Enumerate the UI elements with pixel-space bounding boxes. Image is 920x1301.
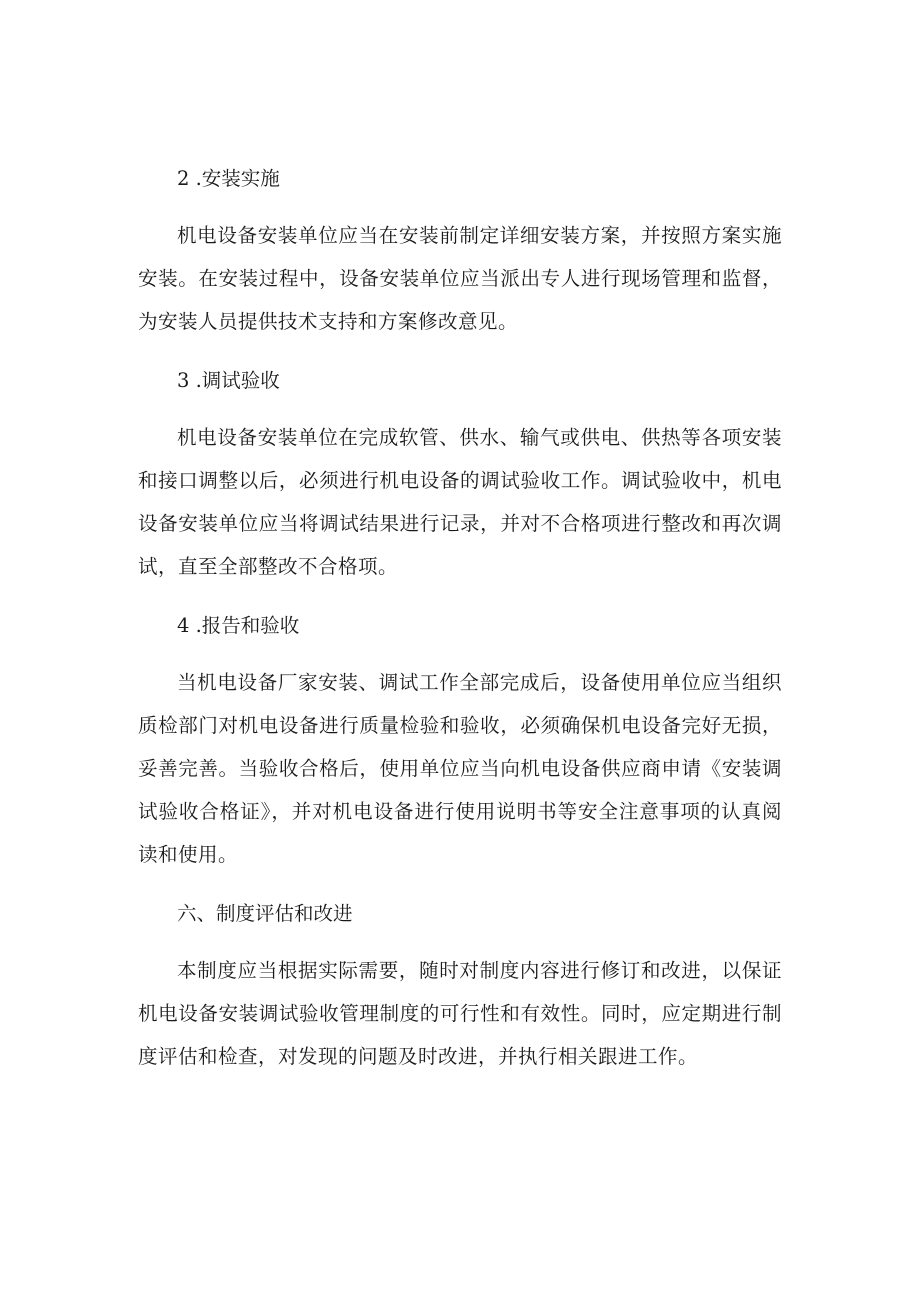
section-body-report-acceptance: 当机电设备厂家安装、调试工作全部完成后，设备使用单位应当组织质检部门对机电设备进行质量检验和验收，必须确保机电设备完好无损，妥善完善。当验收合格后，使用单位应当向机电设备供应商申请《安装调试验收合格证》，并对机电设备进行使用说明书等安全注意事项的认真阅读和使用。 [138,671,782,866]
section-heading-debug-acceptance: 3 .调试验收 [177,369,280,392]
section-body-install: 机电设备安装单位应当在安装前制定详细安装方案，并按照方案实施安装。在安装过程中，设备安装单位应当派出专人进行现场管理和监督，为安装人员提供技术支持和方案修改意见。 [138,224,782,333]
section-body-evaluation: 本制度应当根据实际需要，随时对制度内容进行修订和改进，以保证机电设备安装调试验收管理制度的可行性和有效性。同时，应定期进行制度评估和检查，对发现的问题及时改进，并执行相关跟进工作。 [138,959,782,1068]
section-heading-report-acceptance: 4 .报告和验收 [177,614,300,637]
document-body [138,160,782,1078]
section-heading-evaluation: 六、制度评估和改进 [177,902,353,925]
section-body-debug-acceptance: 机电设备安装单位在完成软管、供水、输气或供电、供热等各项安装和接口调整以后，必须进行机电设备的调试验收工作。调试验收中，机电设备安装单位应当将调试结果进行记录，并对不合格项进行整改和再次调试，直至全部整改不合格项。 [138,426,782,578]
section-heading-install: 2 .安装实施 [177,167,280,190]
